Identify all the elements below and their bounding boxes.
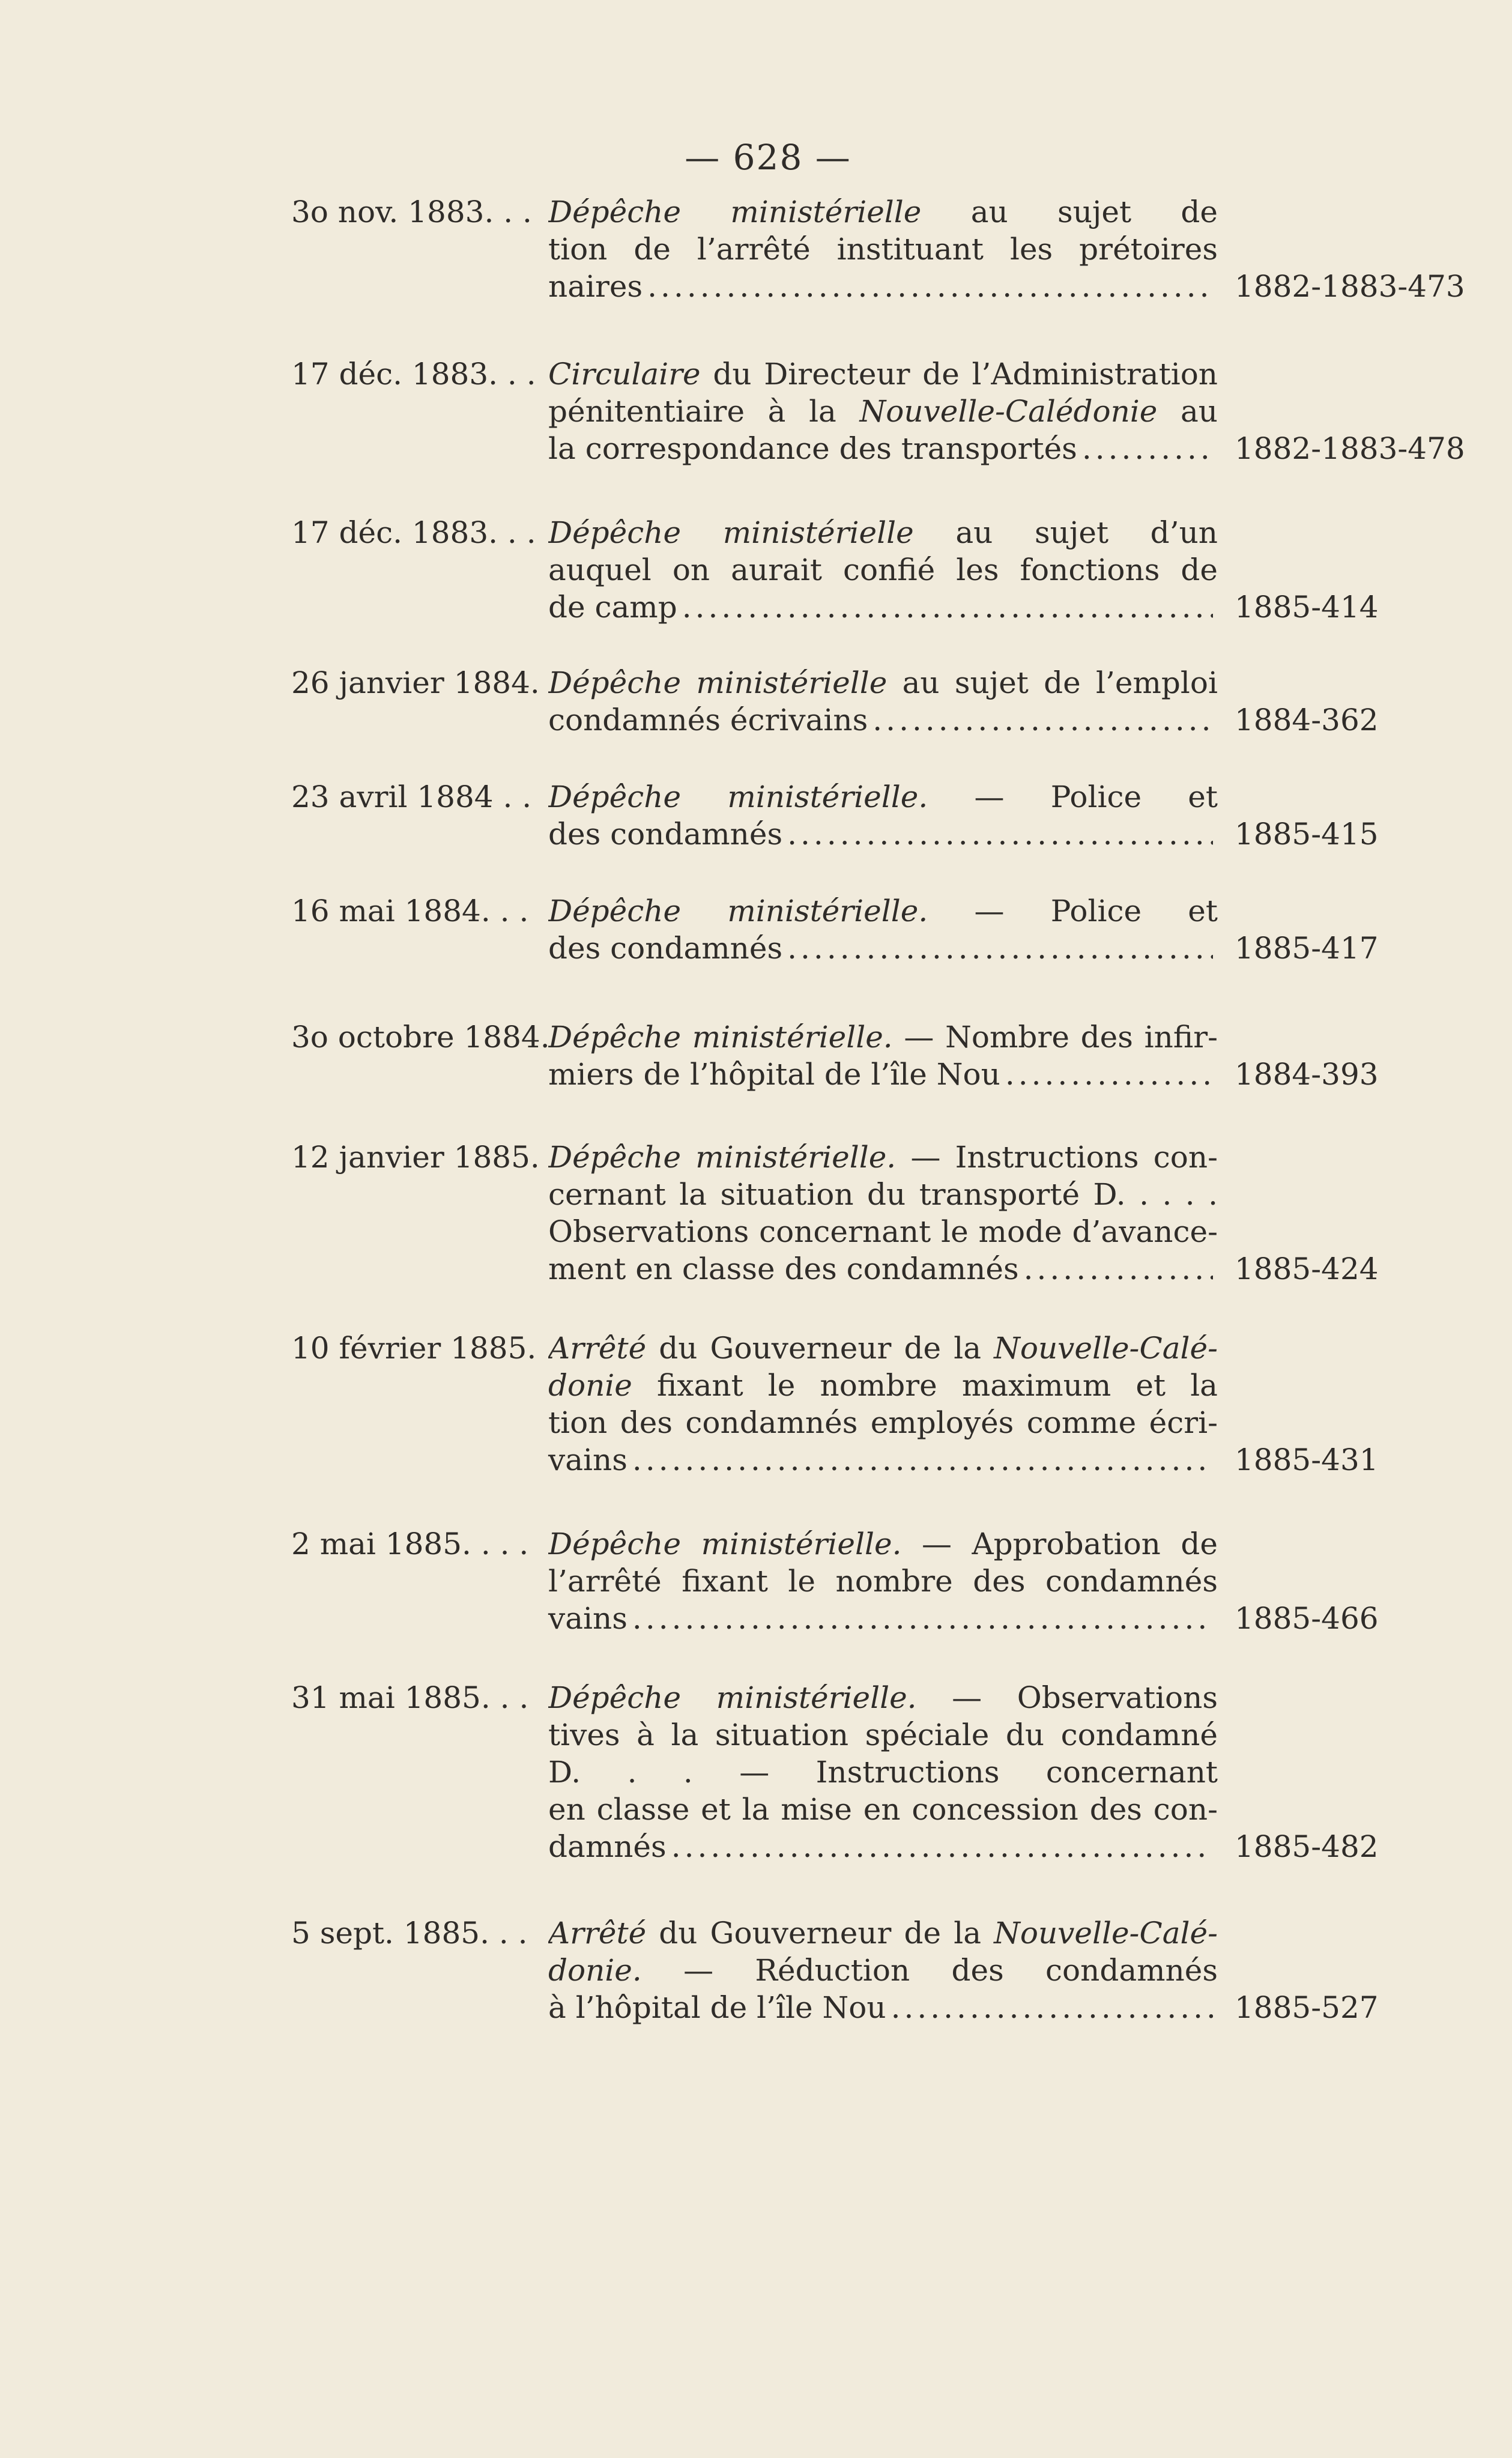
italic-text: Dépêche ministérielle. bbox=[548, 894, 928, 928]
entry-description bbox=[548, 1330, 1218, 1479]
dot-leader bbox=[872, 701, 1213, 739]
description-text bbox=[548, 816, 782, 853]
entry-description bbox=[548, 356, 1218, 467]
entry-reference: 1885-414 bbox=[1235, 590, 1379, 625]
entry-description bbox=[548, 193, 1218, 305]
entry-date: 16 mai 1884. . . bbox=[291, 894, 529, 928]
description-line bbox=[548, 664, 1218, 701]
text: au sujet d’un bbox=[955, 515, 1218, 550]
italic-text: donie. bbox=[548, 1953, 642, 1988]
description-text bbox=[548, 1250, 1019, 1288]
text: — Approbation de bbox=[901, 1527, 1218, 1561]
entry-date: 26 janvier 1884. bbox=[291, 665, 540, 700]
description-line bbox=[548, 1679, 1218, 1716]
italic-text: Dépêche ministérielle. bbox=[548, 779, 928, 814]
text: des condamnés bbox=[548, 931, 783, 966]
text: tion de l’arrêté instituant les prétoires bbox=[548, 232, 1218, 267]
description-text bbox=[548, 1056, 1000, 1093]
dot-leader bbox=[787, 816, 1213, 853]
text: l’arrêté fixant le nombre des condamnés bbox=[548, 1564, 1218, 1599]
text: damnés bbox=[548, 1829, 667, 1864]
text: miers de l’hôpital de l’île Nou bbox=[548, 1057, 1000, 1092]
description-line bbox=[548, 1754, 1218, 1791]
text: la correspondance des transportés bbox=[548, 431, 1077, 466]
description-text bbox=[548, 1828, 667, 1865]
text: de camp bbox=[548, 590, 677, 625]
entry-reference: 1885-415 bbox=[1235, 817, 1379, 852]
description-line bbox=[548, 393, 1218, 430]
entry-description bbox=[548, 778, 1218, 853]
description-line bbox=[548, 193, 1218, 231]
entry-description bbox=[548, 664, 1218, 739]
dot-leader bbox=[632, 1441, 1213, 1479]
description-line bbox=[548, 1330, 1218, 1367]
description-line bbox=[548, 1915, 1218, 1952]
description-line bbox=[548, 1563, 1218, 1600]
description-line bbox=[548, 1367, 1218, 1404]
text: cernant la situation du transporté D. . . . . bbox=[548, 1177, 1218, 1212]
entry-reference: 1885-431 bbox=[1235, 1442, 1379, 1477]
description-last-line bbox=[548, 1441, 1218, 1479]
text: tion des condamnés employés comme écri- bbox=[548, 1405, 1218, 1440]
description-line bbox=[548, 551, 1218, 589]
entry-reference: 1885-527 bbox=[1235, 1990, 1379, 2025]
text: à l’hôpital de l’île Nou bbox=[548, 1990, 886, 2025]
description-line bbox=[548, 1176, 1218, 1213]
text: au sujet de bbox=[970, 195, 1218, 229]
entry-date: 17 déc. 1883. . . bbox=[291, 515, 536, 550]
entry-date: 17 déc. 1883. . . bbox=[291, 357, 536, 392]
dot-leader bbox=[891, 1989, 1213, 2026]
italic-text: Nouvelle-Calé- bbox=[994, 1331, 1218, 1366]
entry-date: 3o nov. 1883. . . bbox=[291, 195, 532, 229]
text: vains bbox=[548, 1601, 627, 1636]
italic-text: Dépêche ministérielle bbox=[548, 665, 888, 700]
entry-reference: 1885-424 bbox=[1235, 1252, 1379, 1286]
text: D. . . — Instructions concernant bbox=[548, 1755, 1218, 1790]
entry-description bbox=[548, 1915, 1218, 2026]
description-text bbox=[548, 589, 677, 626]
entry-description bbox=[548, 1019, 1218, 1093]
text: du Gouverneur de la bbox=[646, 1331, 994, 1366]
description-line bbox=[548, 231, 1218, 268]
description-text bbox=[548, 1989, 886, 2026]
text: tives à la situation spéciale du condamné bbox=[548, 1718, 1218, 1752]
dot-leader bbox=[1005, 1056, 1213, 1093]
description-last-line bbox=[548, 1828, 1218, 1865]
text: au bbox=[1180, 394, 1218, 429]
dot-leader bbox=[1082, 430, 1213, 467]
dot-leader bbox=[787, 930, 1213, 967]
text: vains bbox=[548, 1442, 627, 1477]
dot-leader bbox=[632, 1600, 1213, 1637]
text: fixant le nombre maximum et la bbox=[657, 1368, 1218, 1403]
description-text bbox=[548, 701, 868, 739]
description-last-line bbox=[548, 268, 1218, 305]
entry-reference: 1885-417 bbox=[1235, 931, 1379, 966]
description-line bbox=[548, 892, 1218, 930]
description-line bbox=[548, 1525, 1218, 1563]
description-line bbox=[548, 356, 1218, 393]
description-text bbox=[548, 430, 1077, 467]
entry-reference: 1884-362 bbox=[1235, 703, 1379, 737]
entry-reference: 1884-393 bbox=[1235, 1057, 1379, 1092]
dot-leader bbox=[647, 268, 1213, 305]
text: au sujet de l’emploi bbox=[902, 665, 1218, 700]
text: — Observations bbox=[952, 1680, 1218, 1715]
entry-date: 12 janvier 1885. bbox=[291, 1140, 540, 1175]
entry-description bbox=[548, 1679, 1218, 1865]
description-line bbox=[548, 1791, 1218, 1828]
description-text bbox=[548, 1441, 627, 1479]
text: condamnés écrivains bbox=[548, 703, 868, 737]
description-last-line bbox=[548, 1989, 1218, 2026]
entry-reference: 1882-1883-478 bbox=[1235, 431, 1465, 466]
description-line bbox=[548, 1213, 1218, 1250]
italic-text: Arrêté bbox=[548, 1916, 647, 1951]
italic-text: Dépêche ministérielle bbox=[548, 515, 914, 550]
text: — Nombre des infir- bbox=[892, 1020, 1218, 1055]
italic-text: Dépêche ministérielle bbox=[548, 195, 922, 229]
text: — Instructions con- bbox=[896, 1140, 1218, 1175]
description-last-line bbox=[548, 816, 1218, 853]
italic-text: Dépêche ministérielle. bbox=[548, 1020, 893, 1055]
entry-description bbox=[548, 514, 1218, 626]
entry-date: 2 mai 1885. . . . bbox=[291, 1527, 529, 1561]
text: du Gouverneur de la bbox=[646, 1916, 994, 1951]
dot-leader bbox=[1024, 1250, 1213, 1288]
italic-text: Dépêche ministérielle. bbox=[548, 1527, 902, 1561]
text: ment en classe des condamnés bbox=[548, 1252, 1019, 1286]
description-line bbox=[548, 1952, 1218, 1989]
description-text bbox=[548, 1600, 627, 1637]
description-last-line bbox=[548, 1056, 1218, 1093]
description-line bbox=[548, 1019, 1218, 1056]
entry-description bbox=[548, 892, 1218, 967]
italic-text: Dépêche ministérielle. bbox=[548, 1140, 897, 1175]
description-line bbox=[548, 778, 1218, 816]
page-number: — 628 — bbox=[685, 137, 851, 178]
entry-date: 31 mai 1885. . . bbox=[291, 1680, 529, 1715]
text: des condamnés bbox=[548, 817, 783, 852]
entry-description bbox=[548, 1139, 1218, 1288]
text: naires bbox=[548, 269, 643, 304]
text: Observations concernant le mode d’avance- bbox=[548, 1214, 1218, 1249]
entry-date: 3o octobre 1884. bbox=[291, 1020, 550, 1055]
description-last-line bbox=[548, 589, 1218, 626]
entry-date: 23 avril 1884 . . bbox=[291, 779, 532, 814]
description-last-line bbox=[548, 930, 1218, 967]
description-text bbox=[548, 268, 643, 305]
text: en classe et la mise en concession des con- bbox=[548, 1792, 1218, 1827]
entry-date: 5 sept. 1885. . . bbox=[291, 1916, 528, 1951]
italic-text: Arrêté bbox=[548, 1331, 647, 1366]
italic-text: Nouvelle-Calé- bbox=[994, 1916, 1218, 1951]
description-line bbox=[548, 1404, 1218, 1441]
dot-leader bbox=[671, 1828, 1213, 1865]
italic-text: Nouvelle-Calédonie bbox=[859, 394, 1158, 429]
description-last-line bbox=[548, 701, 1218, 739]
entry-reference: 1885-482 bbox=[1235, 1829, 1379, 1864]
entry-description bbox=[548, 1525, 1218, 1637]
text: pénitentiaire à la bbox=[548, 394, 860, 429]
text: du Directeur de l’Administration bbox=[700, 357, 1218, 392]
description-line bbox=[548, 1716, 1218, 1754]
entry-reference: 1882-1883-473 bbox=[1235, 269, 1465, 304]
description-text bbox=[548, 930, 782, 967]
dot-leader bbox=[682, 589, 1213, 626]
text: — Police et bbox=[974, 779, 1218, 814]
description-last-line bbox=[548, 1600, 1218, 1637]
entry-reference: 1885-466 bbox=[1235, 1601, 1379, 1636]
description-last-line bbox=[548, 430, 1218, 467]
text: — Police et bbox=[974, 894, 1218, 928]
description-line bbox=[548, 514, 1218, 551]
italic-text: donie bbox=[548, 1368, 632, 1403]
italic-text: Dépêche ministérielle. bbox=[548, 1680, 917, 1715]
text: auquel on aurait confié les fonctions de bbox=[548, 552, 1218, 587]
description-last-line bbox=[548, 1250, 1218, 1288]
entry-date: 10 février 1885. bbox=[291, 1331, 537, 1366]
text: — Réduction des condamnés bbox=[683, 1953, 1218, 1988]
description-line bbox=[548, 1139, 1218, 1176]
italic-text: Circulaire bbox=[548, 357, 701, 392]
